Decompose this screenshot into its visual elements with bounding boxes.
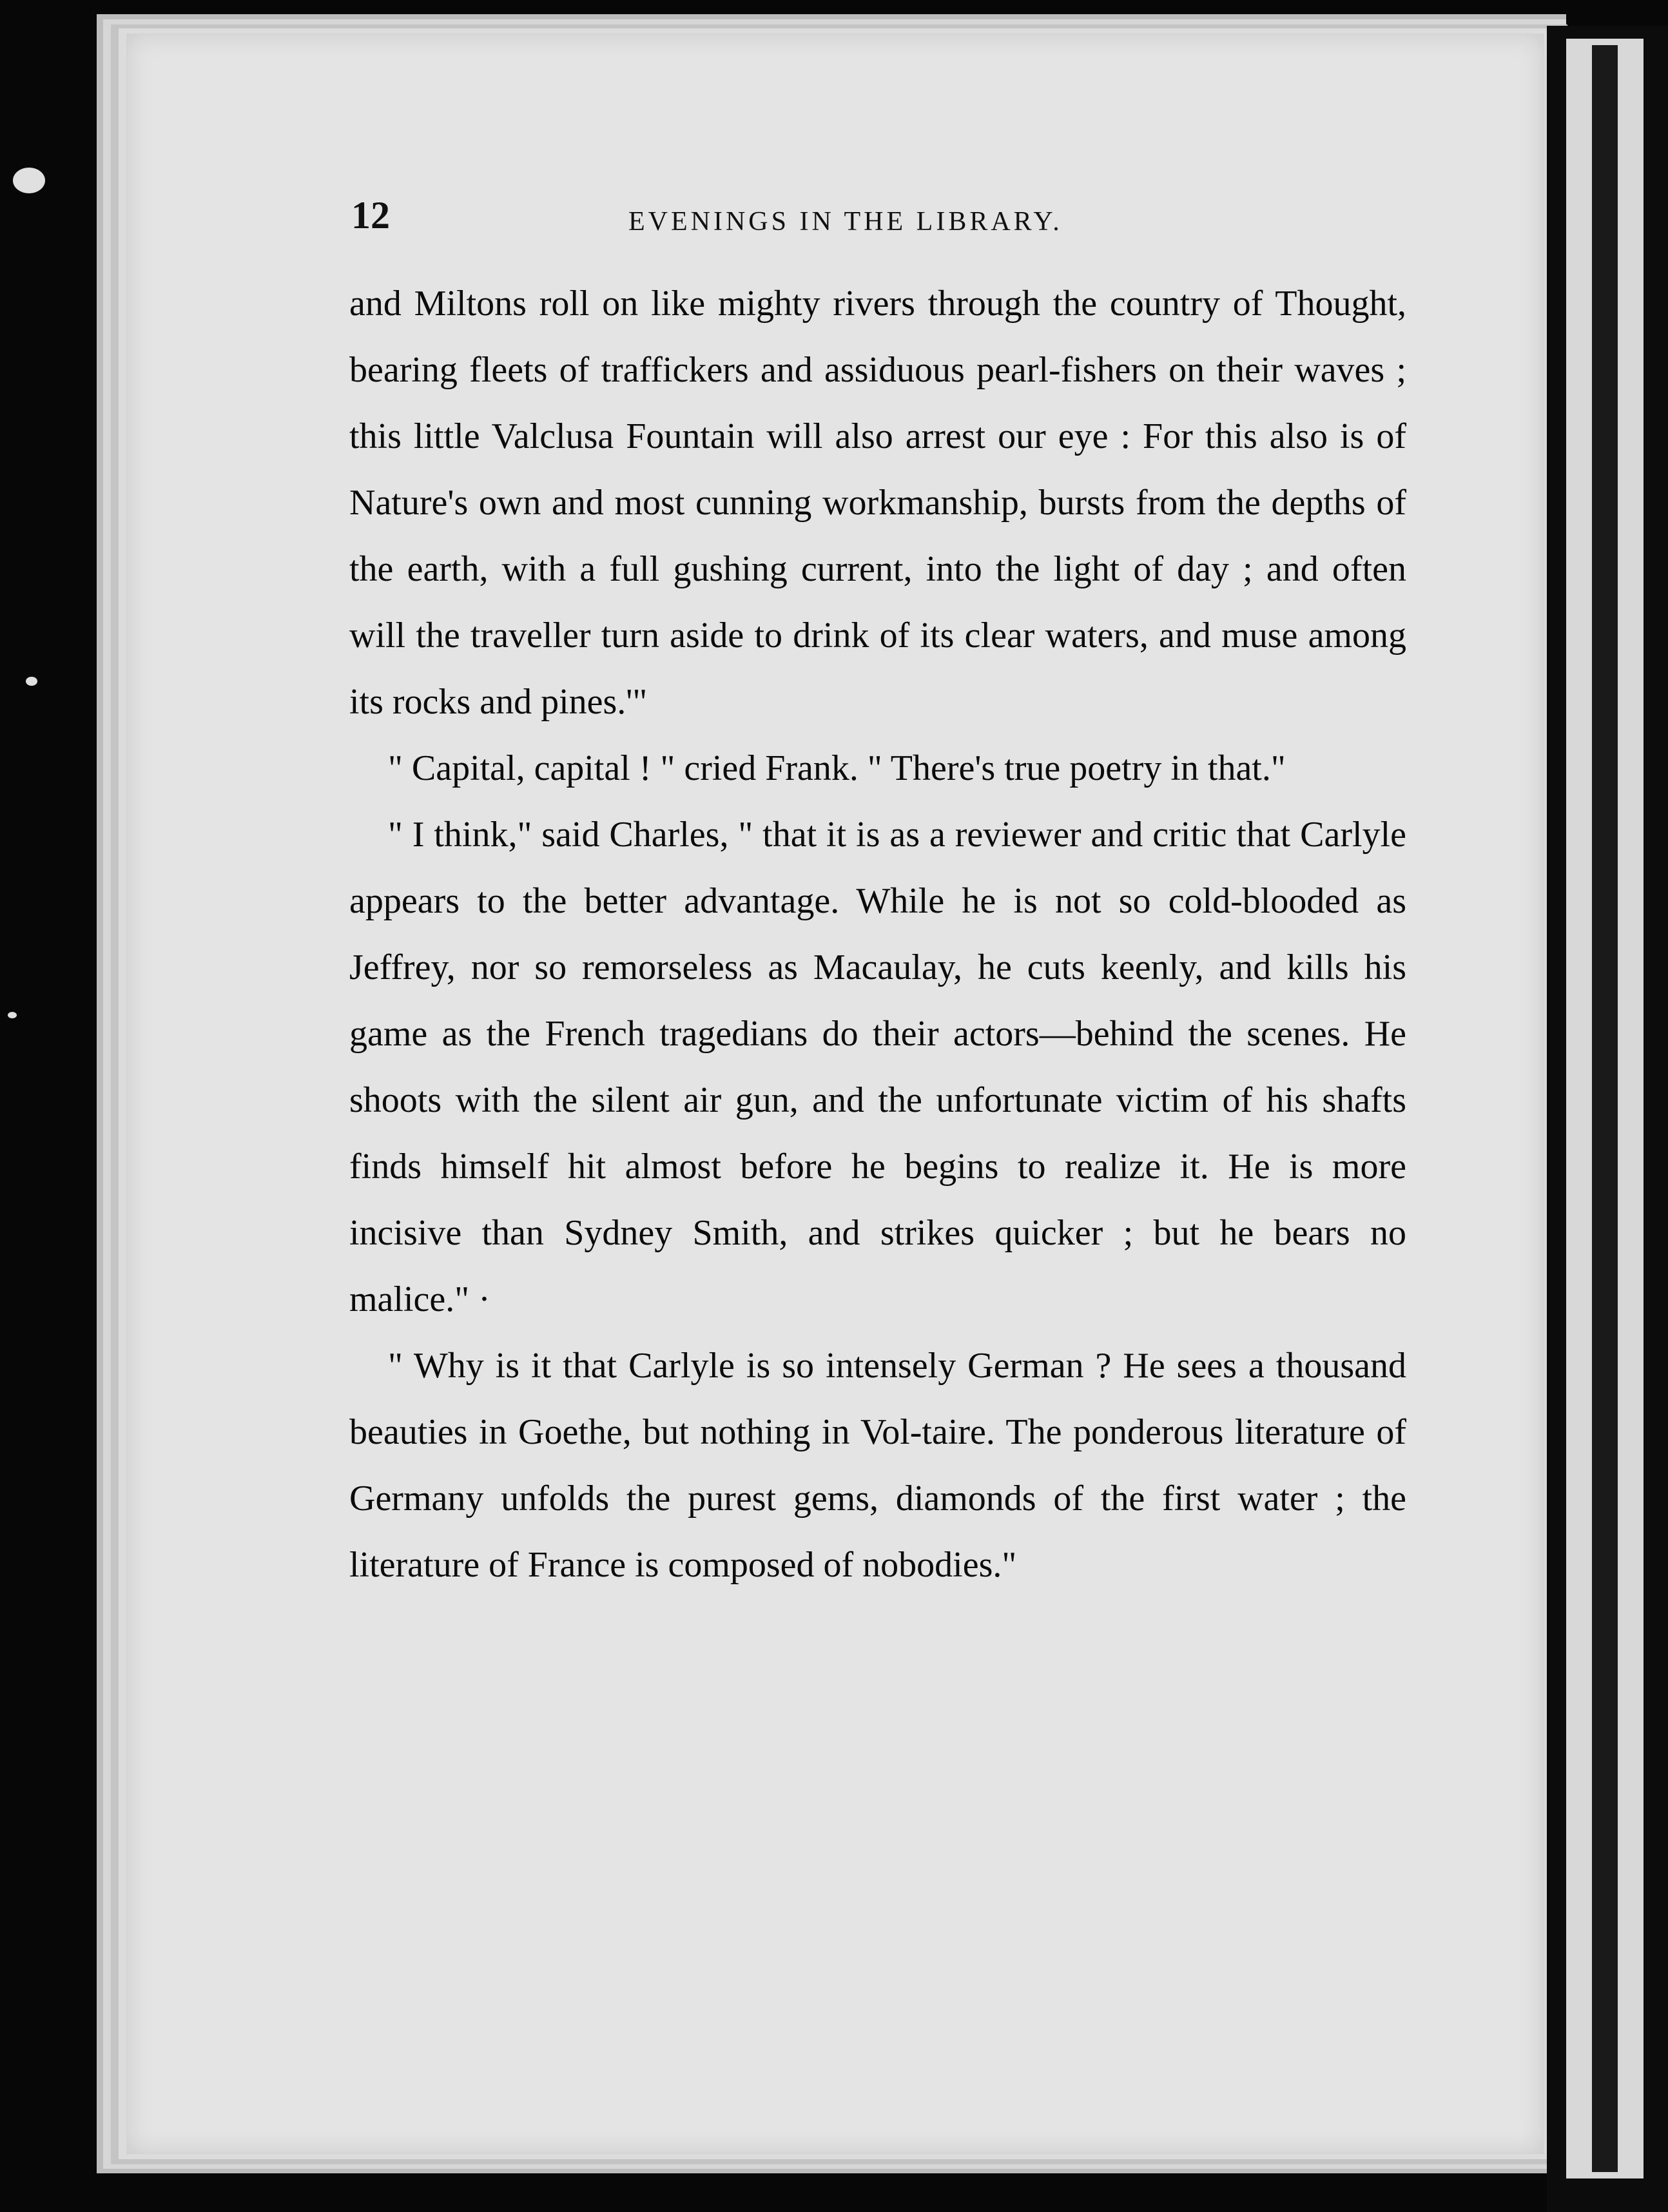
paragraph: and Miltons roll on like mighty rivers through the country of Thought, bearing fleets of traffickers and assiduous pearl-fishers on their waves ; this little Valclusa Fountain will also arrest our eye : For this also is of Nature's own and most cunning workmanship, bursts from the depths of the earth, with a full gushing current, into the light of day ; and often will the traveller turn aside to drink of its clear waters, and muse among its rocks and pines.'" [349,284,1406,722]
running-title: EVENINGS IN THE LIBRARY. [628,207,1063,237]
paragraph: " Why is it that Carlyle is so intensely German ? He sees a thousand beauties in Goethe, but nothing in Vol-taire. The ponderous literature of Germany unfolds the purest gems, diamonds of the first water ; the literature of France is composed of nobodies." [349,1346,1406,1585]
next-page-shadow [1592,45,1618,2172]
running-head [351,193,1447,245]
paragraph: " I think," said Charles, " that it is as a reviewer and critic that Carlyle appears to the better advantage. While he is not so cold-blooded as Jeffrey, nor so remorseless as Macaulay, he cuts keenly, and kills his game as the French tragedians do their actors—behind the scenes. He shoots with the silent air gun, and the unfortunate victim of his shafts finds himself hit almost before he begins to realize it. He is more incisive than Sydney Smith, and strikes quicker ; but he bears no malice." · [349,815,1406,1319]
paragraph: " Capital, capital ! " cried Frank. " There's true poetry in that." [388,748,1286,788]
page-number: 12 [351,194,390,237]
body-text [349,271,1406,1598]
